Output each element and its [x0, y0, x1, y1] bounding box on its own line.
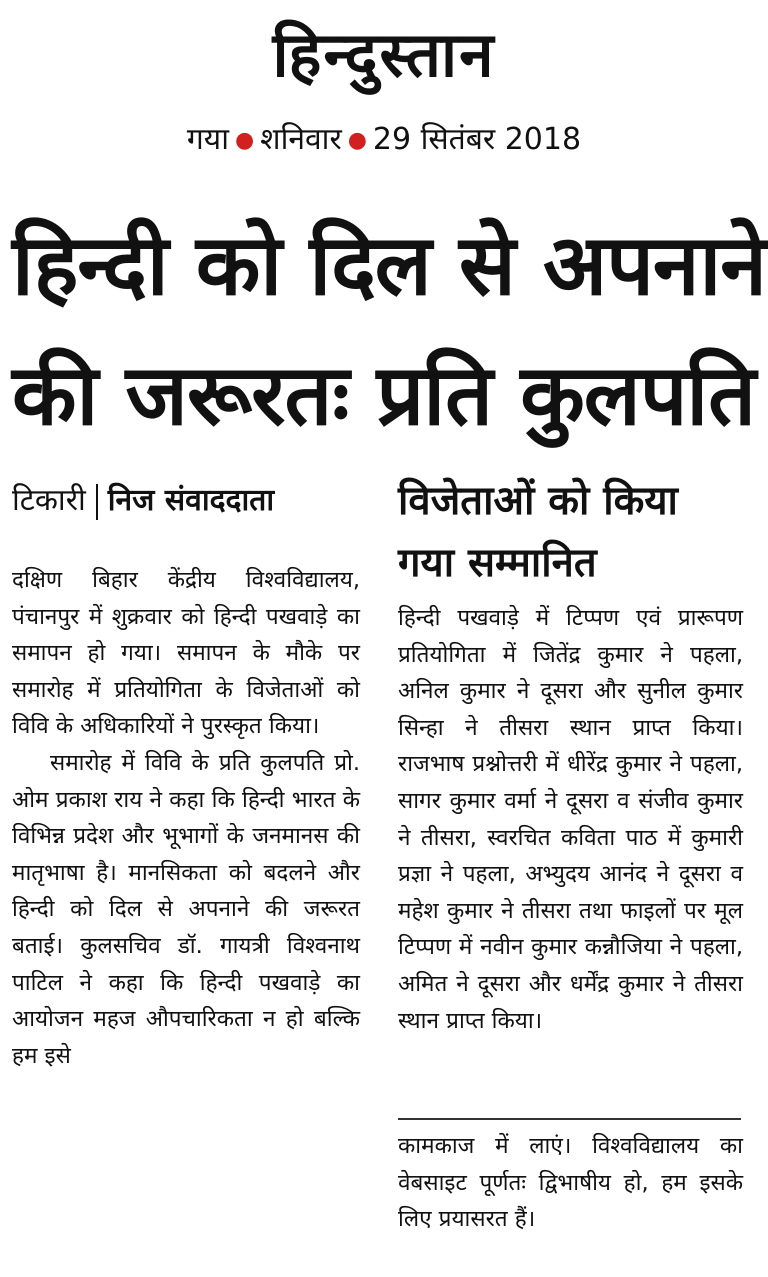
headline-line-2: की जरूरतः प्रति कुलपति [12, 346, 756, 444]
byline [12, 476, 274, 526]
continued-article-text: कामकाज में लाएं। विश्वविद्यालय का वेबसाइट पूर्णतः द्विभाषीय हो, हम इसके लिए प्रयासरत हैं। [398, 1133, 743, 1233]
byline-reporter: निज संवाददाता [107, 483, 275, 518]
bullet-dot-icon: ● [234, 127, 255, 153]
sidebar-subheading [398, 470, 758, 594]
left-paragraph-1: दक्षिण बिहार केंद्रीय विश्वविद्यालय, पंचानपुर में शुक्रवार को हिन्दी पखवाड़े का समापन हो गया। समापन के मौके पर समारोह में प्रतियोगिता के विजेताओं को विवि के अधिकारियों ने पुरस्कृत किया। [12, 567, 360, 740]
subheading-line-2: गया सम्मानित [398, 540, 597, 586]
dateline-city: गया [186, 122, 229, 157]
dateline-day: शनिवार [260, 122, 342, 157]
left-paragraph-2: समारोह में विवि के प्रति कुलपति प्रो. ओम प्रकाश राय ने कहा कि हिन्दी भारत के विभिन्न प्रदेश और भूभागों के जनमानस की मातृभाषा है। मानसिकता को बदलने और हिन्दी को दिल से अपनाने की जरूरत बताई। कुलसचिव डॉ. गायत्री विश्वनाथ पाटिल ने कहा कि हिन्दी पखवाड़े का आयोजन महज औपचारिकता न हो बल्कि हम इसे [12, 749, 360, 1069]
subheading-line-1: विजेताओं को किया [398, 478, 678, 524]
article-headline [12, 200, 766, 460]
newspaper-masthead: हिन्दुस्तान [272, 18, 496, 91]
headline-line-1: हिन्दी को दिल से अपनाने [12, 216, 766, 314]
column-divider-rule [398, 1118, 741, 1120]
dateline [0, 118, 768, 163]
left-article-column [12, 562, 360, 1074]
dateline-date: 29 सितंबर 2018 [372, 122, 582, 157]
byline-place: टिकारी [12, 483, 86, 518]
sidebar-winners-text: हिन्दी पखवाड़े में टिप्पण एवं प्रारूपण प्रतियोगिता में जितेंद्र कुमार ने पहला, अनिल कुमार ने दूसरा और सुनील कुमार सिन्हा ने तीसरा स्थान प्राप्त किया। राजभाष प्रश्नोत्तरी में धीरेंद्र कुमार ने पहला, सागर कुमार वर्मा ने दूसरा व संजीव कुमार ने तीसरा, स्वरचित कविता पाठ में कुमारी प्रज्ञा ने पहला, अभ्युदय आनंद ने दूसरा व महेश कुमार ने तीसरा तथा फाइलों पर मूल टिप्पण में नवीन कुमार कन्नौजिया ने पहला, अमित ने दूसरा और धर्मेंद्र कुमार ने तीसरा स्थान प्राप्त किया। [398, 605, 743, 1034]
byline-separator [96, 484, 98, 520]
bullet-dot-icon: ● [347, 127, 367, 153]
